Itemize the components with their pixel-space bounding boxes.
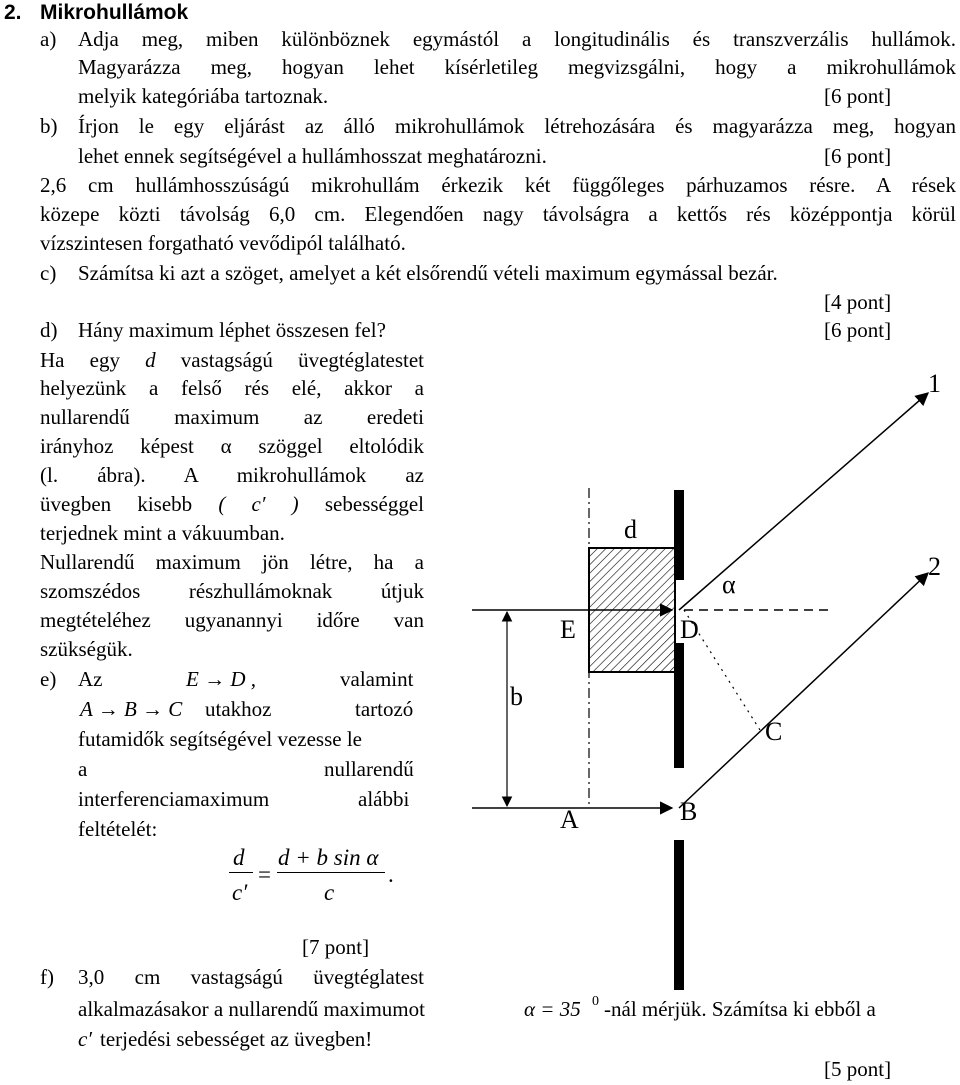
part-a-label: a) xyxy=(40,27,57,51)
part-e-line4b: nullarendű xyxy=(324,757,414,781)
label-alpha: α xyxy=(722,570,736,599)
part-f-line2b: -nál mérjük. Számítsa ki ebből a xyxy=(604,997,876,1021)
part-e-tartozo: tartozó xyxy=(355,697,414,721)
glass-line10: megtételéhez ugyanannyi időre van xyxy=(40,608,424,632)
part-e-line4a: a xyxy=(78,757,88,781)
formula-num-right: d + b sin α xyxy=(278,845,379,870)
ray-1 xyxy=(679,393,928,610)
part-e-line3: futamidők segítségével vezesse le xyxy=(78,727,362,751)
part-e-path-ed: E → D , xyxy=(186,667,256,691)
ray-2 xyxy=(679,573,928,808)
part-e-points: [7 pont] xyxy=(302,935,370,959)
part-d-label: d) xyxy=(40,318,58,342)
part-a-points: [6 pont] xyxy=(824,84,892,108)
label-B: B xyxy=(680,797,698,826)
glass-line6: üvegben kisebb ( c′ ) sebességgel xyxy=(40,492,425,516)
part-f-label: f) xyxy=(40,965,54,989)
question-title: Mikrohullámok xyxy=(40,1,189,24)
part-f-line3b: terjedési sebességet az üvegben! xyxy=(100,1027,373,1051)
part-a-line3: melyik kategóriába tartoznak. xyxy=(78,84,329,108)
part-f-points: [5 pont] xyxy=(824,1057,892,1081)
glass-line4: irányhoz képest α szöggel eltolódik xyxy=(40,434,424,458)
label-b: b xyxy=(510,682,523,711)
glass-line11: szükségük. xyxy=(40,637,133,661)
formula-den-right: c xyxy=(324,880,335,905)
part-f-degree: 0 xyxy=(592,994,599,1009)
glass-line7: terjednek mint a vákuumban. xyxy=(40,521,285,545)
label-d: d xyxy=(624,515,637,544)
part-c-points: [4 pont] xyxy=(824,290,892,314)
part-b-label: b) xyxy=(40,114,58,138)
glass-line3: nullarendű maximum az eredeti xyxy=(40,405,424,429)
formula-period: . xyxy=(388,862,394,887)
part-e-utakhoz: utakhoz xyxy=(205,697,272,721)
label-E: E xyxy=(560,615,576,644)
intro-line1: 2,6 cm hullámhosszúságú mikrohullám érkezik két függőleges párhuzamos résre. A rések xyxy=(40,173,956,197)
part-e-line5b: alábbi xyxy=(358,787,410,811)
part-e-path-abc: A → B → C xyxy=(80,697,183,721)
label-ray-2: 2 xyxy=(928,552,941,581)
glass-line9: szomszédos részhullámoknak útjuk xyxy=(40,579,424,603)
glass-line5: (l. ábra). A mikrohullámok az xyxy=(40,463,424,487)
part-e-az: Az xyxy=(78,667,103,691)
screen-lower-bar xyxy=(674,840,684,990)
part-e-label: e) xyxy=(40,667,57,691)
part-f-cprime: c′ xyxy=(78,1027,92,1051)
screen-upper-bar xyxy=(674,490,684,580)
part-a-line2: Magyarázza meg, hogyan lehet kísérletileg megvizsgálni, hogy a mikrohullámok xyxy=(78,55,956,79)
question-number: 2. xyxy=(4,1,22,24)
glass-line2: helyezünk a felső rés elé, akkor a xyxy=(40,376,424,400)
label-A: A xyxy=(560,805,579,834)
part-b-line1: Írjon le egy eljárást az álló mikrohullámok létrehozására és magyarázza meg, hogyan xyxy=(78,114,956,138)
formula-den-left: c′ xyxy=(232,880,248,905)
part-f-alpha: α = 35 xyxy=(524,997,581,1021)
part-e-valamint: valamint xyxy=(340,667,414,691)
part-c-text: Számítsa ki azt a szöget, amelyet a két elsőrendű vételi maximum egymással bezár. xyxy=(78,261,778,285)
part-d-text: Hány maximum léphet összesen fel? xyxy=(78,318,386,342)
part-f-line1: 3,0 cm vastagságú üvegtéglatest xyxy=(78,965,424,989)
label-C: C xyxy=(765,717,783,746)
glass-line8: Nullarendű maximum jön létre, ha a xyxy=(40,550,424,574)
part-a-line1: Adja meg, miben különböznek egymástól a longitudinális és transzverzális hullámok. xyxy=(78,27,956,51)
part-b-points: [6 pont] xyxy=(824,144,892,168)
part-b-line2: lehet ennek segítségével a hullámhosszat meghatározni. xyxy=(78,144,547,168)
part-e-line6: feltételét: xyxy=(78,817,158,841)
label-ray-1: 1 xyxy=(928,369,941,398)
formula-num-left: d xyxy=(233,845,245,870)
part-d-points: [6 pont] xyxy=(824,318,892,342)
part-c-label: c) xyxy=(40,261,57,285)
intro-line3: vízszintesen forgatható vevődipól található. xyxy=(40,231,406,255)
intro-line2: közepe közti távolság 6,0 cm. Elegendően nagy távolságra a kettős rés középpontja körül xyxy=(40,202,956,226)
screen-middle-bar xyxy=(674,643,684,768)
glass-line1: Ha egy d vastagságú üvegtéglatestet xyxy=(40,348,425,372)
label-D: D xyxy=(680,615,699,644)
formula-equals: = xyxy=(258,862,271,887)
part-f-line2a: alkalmazásakor a nullarendű maximumot xyxy=(78,997,425,1021)
part-e-line5a: interferenciamaximum xyxy=(78,787,270,811)
